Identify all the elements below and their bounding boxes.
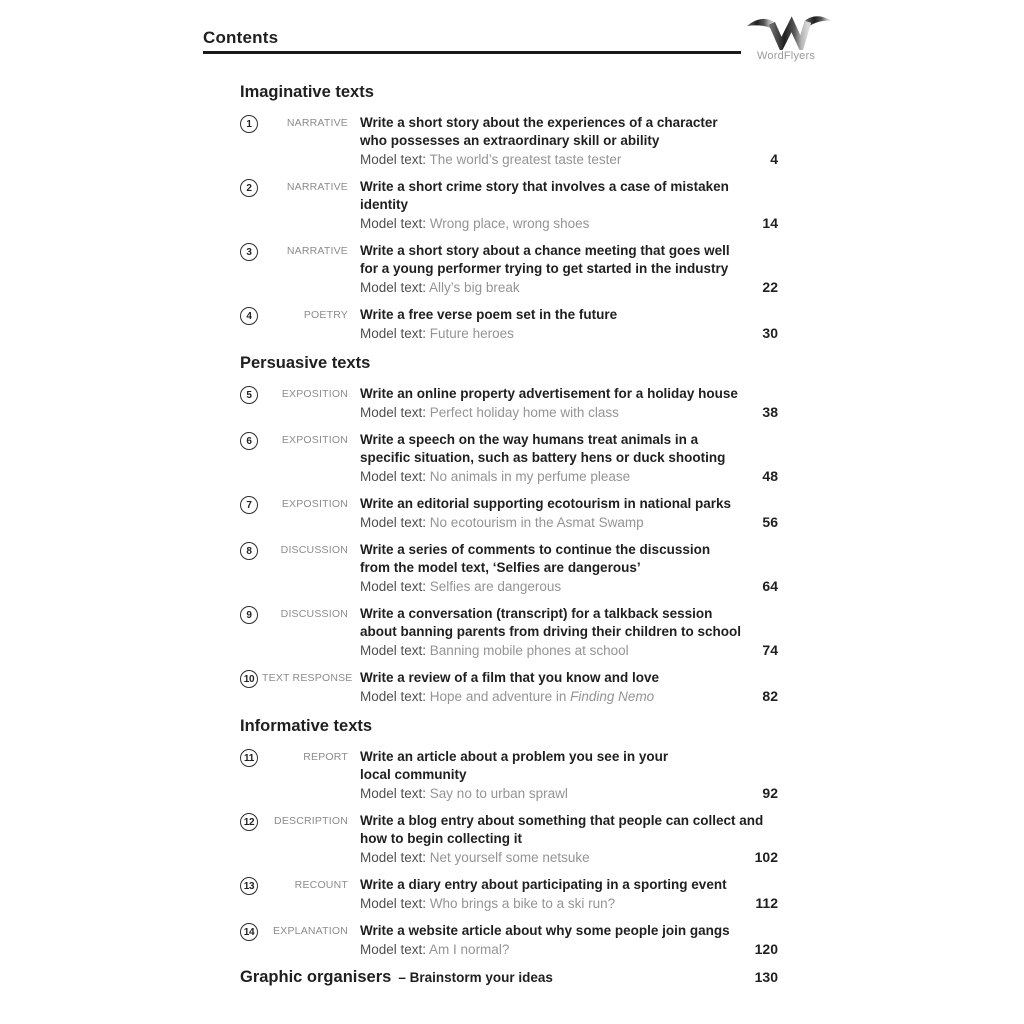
text-type-label: REPORT [303,751,348,763]
page-number: 102 [754,849,778,865]
model-text [360,785,568,803]
unit-number-badge [240,496,258,514]
task-description [360,876,778,894]
task-description [360,812,778,848]
model-text-title: No ecotourism in the Asmat Swamp [429,515,644,530]
task-description-line: Write a conversation (transcript) for a talkback session [360,606,713,621]
model-text [360,404,619,422]
page-title: Contents [203,28,279,47]
toc-item [240,114,778,169]
footer-page-number: 130 [754,969,778,985]
model-text [360,325,514,343]
page-number: 112 [755,895,778,911]
task-description [360,605,778,641]
page-number: 56 [762,514,778,530]
task-description-line: from the model text, ‘Selfies are dangerous’ [360,560,641,575]
toc-item [240,495,778,532]
toc-item [240,242,778,297]
model-text-line [360,403,778,422]
task-description [360,495,778,513]
toc-item [240,812,778,867]
text-type-label: DISCUSSION [280,608,348,620]
model-text-prefix: Model text: [360,405,427,420]
model-text-title: Net yourself some netsuke [429,850,590,865]
model-text-line [360,687,778,706]
toc-item [240,605,778,660]
page-number: 64 [762,578,778,594]
item-content [360,812,778,867]
toc-item [240,922,778,959]
task-description-line: Write a review of a film that you know and love [360,670,660,685]
model-text [360,151,621,169]
item-content [360,922,778,959]
unit-number: 3 [246,246,252,258]
text-type-label: TEXT RESPONSE [262,672,353,684]
page-number: 22 [762,279,778,295]
text-type-label: RECOUNT [294,879,348,891]
task-description-line: local community [360,767,467,782]
unit-number: 1 [246,118,252,130]
task-description-line: Write a speech on the way humans treat animals in a [360,432,699,447]
item-content [360,114,778,169]
model-text-title: Am I normal? [429,942,510,957]
task-description-line: identity [360,197,409,212]
model-text-title: Hope and adventure in [429,689,571,704]
text-type-label: NARRATIVE [286,117,348,129]
task-description [360,431,778,467]
task-description [360,541,778,577]
page-number: 14 [762,215,778,231]
model-text-prefix: Model text: [360,216,427,231]
unit-number-badge [240,813,258,831]
table-of-contents [240,82,778,987]
toc-item [240,876,778,913]
toc-item [240,385,778,422]
unit-number: 13 [243,880,255,892]
unit-number-badge [240,115,258,133]
model-text [360,642,629,660]
item-content [360,605,778,660]
unit-number-badge [240,542,258,560]
task-description [360,114,778,150]
page-number: 82 [762,688,778,704]
unit-number: 10 [243,673,255,685]
unit-number: 14 [243,926,255,938]
unit-number: 11 [244,752,254,764]
unit-number-badge [240,670,258,688]
model-text-title: Who brings a bike to a ski run? [429,896,616,911]
toc-item [240,178,778,233]
unit-number-badge [240,432,258,450]
task-description [360,178,778,214]
model-text-title: Selfies are dangerous [429,579,562,594]
section-heading: Persuasive texts [240,354,371,372]
model-text-title: The world’s greatest taste tester [429,152,622,167]
task-description-line: Write an article about a problem you see in your [360,749,669,764]
model-text-line [360,577,778,596]
task-description-line: Write a short crime story that involves a case of mistaken [360,179,729,194]
model-text-line [360,894,778,913]
task-description-line: who possesses an extraordinary skill or ability [360,133,660,148]
model-text-line [360,150,778,169]
model-text [360,849,590,867]
item-content [360,178,778,233]
task-description-line: specific situation, such as battery hens or duck shooting [360,450,726,465]
section-heading: Imaginative texts [240,83,374,101]
text-type-label: DISCUSSION [280,544,348,556]
task-description [360,306,778,324]
task-description-line: Write a short story about the experiences of a character [360,115,718,130]
model-text-line [360,467,778,486]
unit-number: 5 [246,389,252,401]
model-text-title-italic: Finding Nemo [570,689,655,704]
unit-number-badge [240,243,258,261]
unit-number: 7 [246,499,252,511]
model-text-prefix: Model text: [360,643,427,658]
unit-number-badge [240,749,258,767]
item-content [360,242,778,297]
model-text [360,578,561,596]
model-text [360,215,589,233]
unit-number-badge [240,877,258,895]
toc-item [240,541,778,596]
item-content [360,385,778,422]
toc-section [240,716,778,959]
page-number: 30 [762,325,778,341]
model-text-line [360,513,778,532]
model-text-prefix: Model text: [360,579,427,594]
item-content [360,876,778,913]
model-text [360,688,654,706]
section-heading: Informative texts [240,717,373,735]
unit-number: 6 [246,435,252,447]
item-content [360,431,778,486]
toc-item [240,669,778,706]
unit-number-badge [240,606,258,624]
toc-section [240,82,778,343]
task-description-line: Write an editorial supporting ecotourism in national parks [360,496,732,511]
task-description-line: how to begin collecting it [360,831,522,846]
unit-number: 12 [243,816,255,828]
text-type-label: DESCRIPTION [274,815,348,827]
toc-section [240,353,778,706]
model-text-title: Banning mobile phones at school [429,643,629,658]
model-text-line [360,214,778,233]
task-description-line: for a young performer trying to get started in the industry [360,261,729,276]
unit-number: 2 [246,182,252,194]
model-text-prefix: Model text: [360,469,427,484]
text-type-label: EXPOSITION [281,498,348,510]
task-description [360,922,778,940]
model-text-title: Wrong place, wrong shoes [429,216,590,231]
text-type-label: EXPOSITION [281,388,348,400]
toc-item [240,306,778,343]
model-text-title: No animals in my perfume please [429,469,631,484]
page-number: 48 [762,468,778,484]
model-text-line [360,324,778,343]
model-text-title: Perfect holiday home with class [429,405,619,420]
model-text-prefix: Model text: [360,850,427,865]
model-text [360,895,615,913]
unit-number: 8 [246,545,252,557]
model-text-title: Say no to urban sprawl [429,786,568,801]
model-text-prefix: Model text: [360,689,427,704]
unit-number: 9 [246,609,252,621]
page-number: 38 [762,404,778,420]
task-description-line: Write a free verse poem set in the future [360,307,618,322]
model-text-line [360,848,778,867]
text-type-label: EXPLANATION [273,925,348,937]
model-text-prefix: Model text: [360,280,427,295]
section-items [240,748,778,959]
unit-number-badge [240,923,258,941]
toc-item [240,431,778,486]
unit-number-badge [240,386,258,404]
text-type-label: NARRATIVE [286,181,348,193]
footer-subtitle: – Brainstorm your ideas [398,970,553,985]
model-text [360,279,520,297]
model-text [360,941,509,959]
text-type-label: POETRY [303,309,348,321]
task-description-line: Write a short story about a chance meeting that goes well [360,243,730,258]
model-text [360,468,630,486]
graphic-organisers-row [240,968,778,987]
item-content [360,306,778,343]
footer-heading: Graphic organisers [240,968,392,986]
model-text-prefix: Model text: [360,326,427,341]
unit-number-badge [240,307,258,325]
model-text-line [360,641,778,660]
model-text-title: Ally’s big break [429,280,520,295]
page-number: 120 [754,941,778,957]
model-text-prefix: Model text: [360,942,427,957]
brand-name: WordFlyers [757,50,816,62]
task-description-line: Write a blog entry about something that people can collect and [360,813,764,828]
model-text-line [360,784,778,803]
model-text-prefix: Model text: [360,786,427,801]
wordflyers-w-logo-icon [742,14,836,50]
model-text-title: Future heroes [429,326,514,341]
task-description [360,748,778,784]
task-description [360,669,778,687]
model-text-line [360,940,778,959]
model-text-prefix: Model text: [360,515,427,530]
task-description-line: Write a series of comments to continue the discussion [360,542,711,557]
header-divider [203,51,741,54]
page-number: 74 [762,642,778,658]
unit-number: 4 [246,310,252,322]
section-items [240,114,778,343]
task-description-line: Write a website article about why some people join gangs [360,923,730,938]
task-description-line: about banning parents from driving their children to school [360,624,742,639]
text-type-label: NARRATIVE [286,245,348,257]
item-content [360,748,778,803]
model-text-prefix: Model text: [360,152,427,167]
model-text-line [360,278,778,297]
task-description-line: Write an online property advertisement for a holiday house [360,386,738,401]
model-text [360,514,644,532]
page-number: 4 [770,151,778,167]
task-description [360,242,778,278]
task-description-line: Write a diary entry about participating in a sporting event [360,877,727,892]
task-description [360,385,778,403]
model-text-prefix: Model text: [360,896,427,911]
text-type-label: EXPOSITION [281,434,348,446]
item-content [360,541,778,596]
toc-item [240,748,778,803]
item-content [360,669,778,706]
page-number: 92 [762,785,778,801]
section-items [240,385,778,706]
item-content [360,495,778,532]
unit-number-badge [240,179,258,197]
